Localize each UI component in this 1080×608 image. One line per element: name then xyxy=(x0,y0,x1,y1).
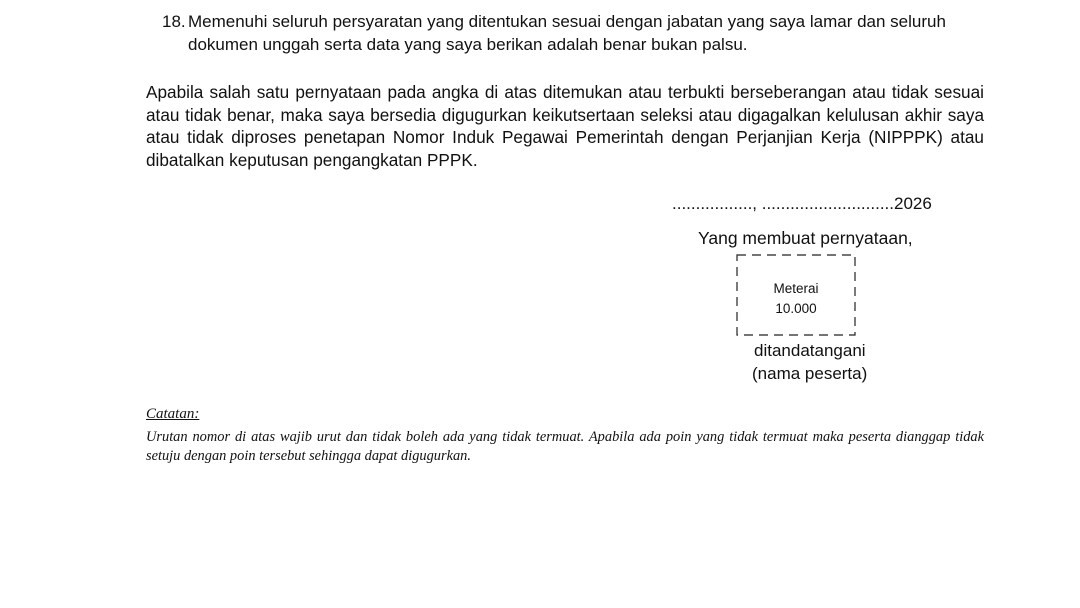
signed-label: ditandatangani xyxy=(754,341,866,360)
participant-name-placeholder: (nama peserta) xyxy=(752,364,868,383)
item-number: 18. xyxy=(162,12,186,31)
stamp-box xyxy=(736,254,856,336)
note-label: Catatan: xyxy=(146,406,200,422)
item-text: Memenuhi seluruh persyaratan yang ditentukan sesuai dengan jabatan yang saya lamar dan seluruh dokumen unggah serta data yang saya berikan adalah benar bukan palsu. xyxy=(188,12,946,54)
note-text: Urutan nomor di atas wajib urut dan tidak boleh ada yang tidak termuat. Apabila ada poin yang tidak termuat maka peserta dianggap tidak setuju dengan poin tersebut sehingga dapat digugurkan. xyxy=(146,429,984,464)
stamp-value: 10.000 xyxy=(775,301,817,316)
list-item-18 xyxy=(162,10,992,56)
stamp-label: Meterai xyxy=(773,281,819,296)
statement-paragraph: Apabila salah satu pernyataan pada angka di atas ditemukan atau terbukti berseberangan atau tidak sesuai atau tidak benar, maka saya bersedia digugurkan keikutsertaan seleksi atau digagalkan kelulusan akhir saya atau tidak diproses penetapan Nomor Induk Pegawai Pemerintah dengan Perjanjian Kerja (NIPPPK) atau dibatalkan keputusan pengangkatan PPPK. xyxy=(146,82,984,170)
statement-maker-label: Yang membuat pernyataan, xyxy=(698,228,913,248)
date-line: ................., ............................2026 xyxy=(672,194,932,213)
